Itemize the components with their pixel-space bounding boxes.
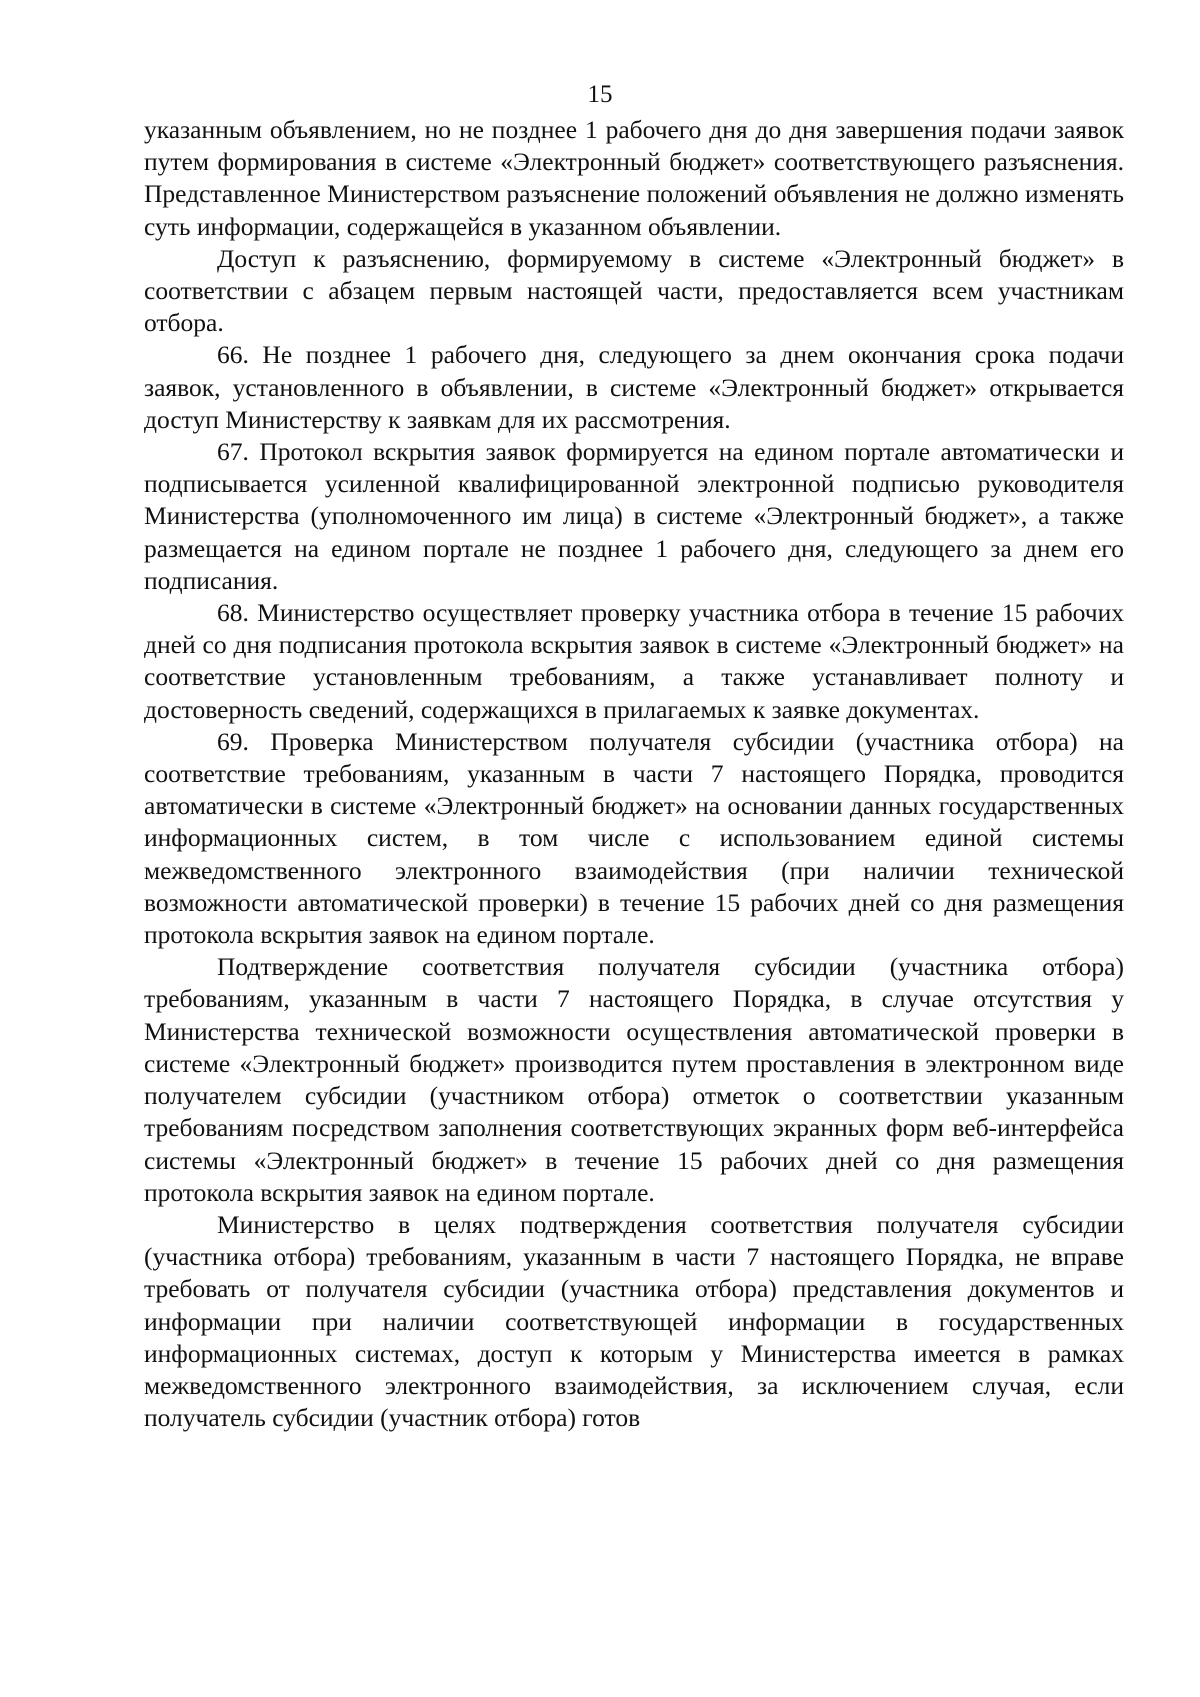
paragraph-confirmation: Подтверждение соответствия получателя субсидии (участника отбора) требованиям, указанным в части 7 настоящего Порядка, в случае отсутствия у Министерства технической возможности осуществления автоматической проверки в системе «Электронный бюджет» производится путем проставления в электронном виде получателем субсидии (участником отбора) отметок о соответствии указанным требованиям посредством заполнения соответствующих экранных форм веб-интерфейса системы «Электронный бюджет» в течение 15 рабочих дней со дня размещения протокола вскрытия заявок на едином портале. bbox=[144, 952, 1124, 1207]
paragraph-68: 68. Министерство осуществляет проверку участника отбора в течение 15 рабочих дней со дня подписания протокола вскрытия заявок в системе «Электронный бюджет» на соответствие установленным требованиям, а также устанавливает полноту и достоверность сведений, содержащихся в прилагаемых к заявке документах. bbox=[144, 598, 1124, 724]
paragraph-continuation: указанным объявлением, но не позднее 1 рабочего дня до дня завершения подачи заявок путем формирования в системе «Электронный бюджет» соответствующего разъяснения. Представленное Министерством разъяснение положений объявления не должно изменять суть информации, содержащейся в указанном объявлении. bbox=[144, 115, 1124, 241]
body-text bbox=[144, 114, 1124, 1434]
paragraph-66: 66. Не позднее 1 рабочего дня, следующего за днем окончания срока подачи заявок, установленного в объявлении, в системе «Электронный бюджет» открывается доступ Министерству к заявкам для их рассмотрения. bbox=[144, 340, 1124, 434]
paragraph-69: 69. Проверка Министерством получателя субсидии (участника отбора) на соответствие требованиям, указанным в части 7 настоящего Порядка, проводится автоматически в системе «Электронный бюджет» на основании данных государственных информационных систем, в том числе с использованием единой системы межведомственного электронного взаимодействия (при наличии технической возможности автоматической проверки) в течение 15 рабочих дней со дня размещения протокола вскрытия заявок на едином портале. bbox=[144, 726, 1124, 950]
paragraph-clarification-access: Доступ к разъяснению, формируемому в системе «Электронный бюджет» в соответствии с абзацем первым настоящей части, предоставляется всем участникам отбора. bbox=[144, 243, 1124, 338]
paragraph-67: 67. Протокол вскрытия заявок формируется на едином портале автоматически и подписывается усиленной квалифицированной электронной подписью руководителя Министерства (уполномоченного им лица) в системе «Электронный бюджет», а также размещается на едином портале не позднее 1 рабочего дня, следующего за днем его подписания. bbox=[144, 437, 1124, 595]
paragraph-ministry-requirements: Министерство в целях подтверждения соответствия получателя субсидии (участника отбора) требованиям, указанным в части 7 настоящего Порядка, не вправе требовать от получателя субсидии (участника отбора) представления документов и информации при наличии соответствующей информации в государственных информационных системах, доступ к которым у Министерства имеется в рамках межведомственного электронного взаимодействия, за исключением случая, если получатель субсидии (участник отбора) готов bbox=[144, 1209, 1124, 1433]
page-number: 15 bbox=[587, 81, 613, 108]
